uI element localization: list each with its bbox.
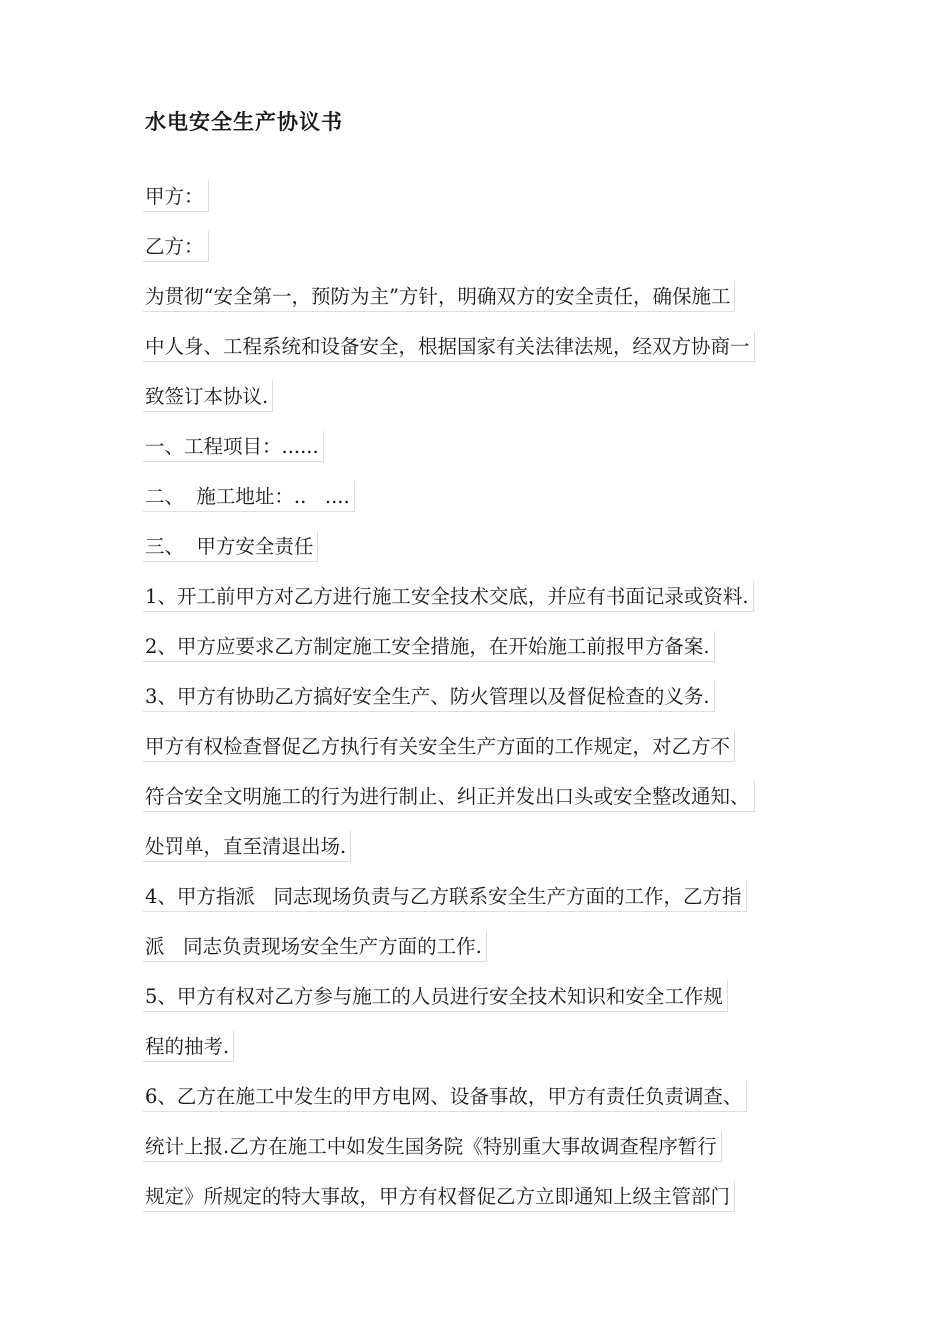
line-text: 1、开工前甲方对乙方进行施工安全技术交底，并应有书面记录或资料.	[143, 581, 754, 612]
text-line	[143, 181, 823, 231]
text-line	[143, 681, 823, 731]
text-line	[143, 831, 823, 881]
line-text: 统计上报.乙方在施工中如发生国务院《特别重大事故调查程序暂行	[143, 1131, 722, 1162]
text-line	[143, 881, 823, 931]
text-line	[143, 431, 823, 481]
text-line	[143, 381, 823, 431]
text-line	[143, 981, 823, 1031]
line-text: 三、 甲方安全责任	[143, 531, 318, 562]
text-line	[143, 631, 823, 681]
text-line	[143, 231, 823, 281]
text-line	[143, 531, 823, 581]
text-line	[143, 1031, 823, 1081]
line-text: 甲方：	[143, 181, 209, 212]
text-line	[143, 1081, 823, 1131]
text-line	[143, 581, 823, 631]
document-title: 水电安全生产协议书	[145, 110, 343, 134]
line-text: 规定》所规定的特大事故，甲方有权督促乙方立即通知上级主管部门	[143, 1181, 735, 1212]
text-line	[143, 331, 823, 381]
line-text: 致签订本协议.	[143, 381, 273, 412]
text-line	[143, 1181, 823, 1231]
document-body	[143, 181, 823, 1231]
line-text: 一、工程项目：......	[143, 431, 324, 462]
text-line	[143, 731, 823, 781]
line-text: 程的抽考.	[143, 1031, 234, 1062]
line-text: 2、甲方应要求乙方制定施工安全措施，在开始施工前报甲方备案.	[143, 631, 715, 662]
line-text: 6、乙方在施工中发生的甲方电网、设备事故，甲方有责任负责调查、	[143, 1081, 747, 1112]
text-line	[143, 931, 823, 981]
line-text: 中人身、工程系统和设备安全，根据国家有关法律法规，经双方协商一	[143, 331, 755, 362]
line-text: 派 同志负责现场安全生产方面的工作.	[143, 931, 487, 962]
text-line	[143, 1131, 823, 1181]
line-text: 甲方有权检查督促乙方执行有关安全生产方面的工作规定，对乙方不	[143, 731, 735, 762]
line-text: 符合安全文明施工的行为进行制止、纠正并发出口头或安全整改通知、	[143, 781, 755, 812]
line-text: 处罚单，直至清退出场.	[143, 831, 351, 862]
text-line	[143, 281, 823, 331]
line-text: 乙方：	[143, 231, 209, 262]
line-text: 3、甲方有协助乙方搞好安全生产、防火管理以及督促检查的义务.	[143, 681, 715, 712]
line-text: 4、甲方指派 同志现场负责与乙方联系安全生产方面的工作，乙方指	[143, 881, 747, 912]
line-text: 5、甲方有权对乙方参与施工的人员进行安全技术知识和安全工作规	[143, 981, 728, 1012]
line-text: 二、 施工地址：.. ....	[143, 481, 355, 512]
text-line	[143, 481, 823, 531]
text-line	[143, 781, 823, 831]
line-text: 为贯彻“安全第一，预防为主”方针，明确双方的安全责任，确保施工	[143, 281, 735, 312]
